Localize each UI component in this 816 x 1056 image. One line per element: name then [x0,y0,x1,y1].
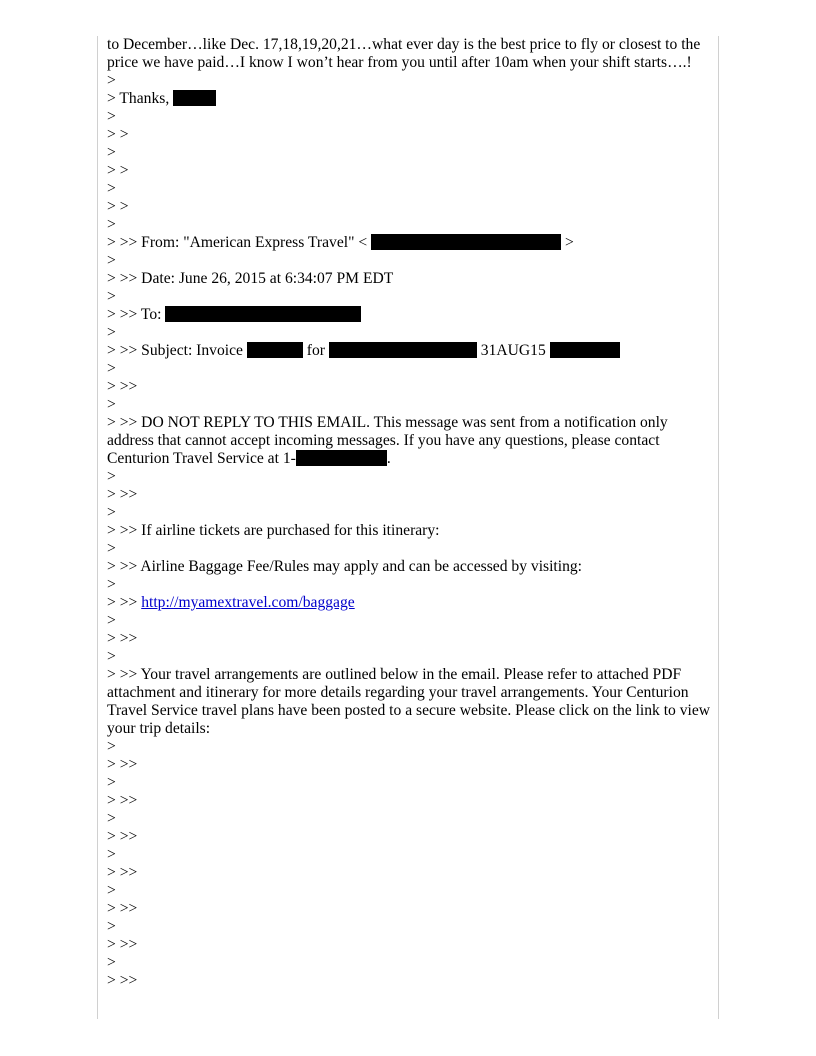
quote-line: > [107,144,116,161]
quote-line: > [107,216,116,233]
quote-line: > [107,954,116,971]
left-margin-rule [97,36,98,1019]
link-prefix: > >> [107,594,138,611]
quote-line: > > [107,162,129,179]
quote-line: > [107,252,116,269]
quote-line: > [107,360,116,377]
quote-line: > >> [107,864,138,881]
right-margin-rule [718,36,719,1019]
redaction-box [371,234,561,250]
quote-line: > >> [107,900,138,917]
from-header-line [107,234,711,252]
quote-line: > [107,738,116,755]
quote-line: > >> [107,936,138,953]
quote-line: > [107,468,116,485]
subject-label: > >> Subject: Invoice [107,342,243,359]
from-close: > [564,234,574,251]
quote-line: > [107,576,116,593]
quote-line: > >> [107,828,138,845]
quote-line: > >> [107,486,138,503]
redaction-box [165,306,361,322]
date-header-line: > >> Date: June 26, 2015 at 6:34:07 PM EDT [107,270,394,287]
quote-line: > [107,540,116,557]
redaction-box [296,450,387,466]
quote-line: > [107,918,116,935]
intro-paragraph: to December…like Dec. 17,18,19,20,21…what ever day is the best price to fly or closest to the price we have paid…I know I won’t hear from you until after 10am when your shift starts….! [107,36,701,71]
subject-date: 31AUG15 [480,342,546,359]
thanks-line [107,90,711,108]
quote-line: > [107,648,116,665]
subject-for: for [306,342,325,359]
subject-header-line [107,342,711,360]
quote-line: > [107,774,116,791]
trailing-quote-lines [107,738,711,990]
quote-line: > [107,612,116,629]
airline-line: > >> If airline tickets are purchased for this itinerary: [107,522,440,539]
quote-line: > [107,810,116,827]
quote-line: > > [107,198,129,215]
email-body [107,36,711,990]
to-header-line [107,306,711,324]
redaction-box [173,90,216,106]
baggage-line: > >> Airline Baggage Fee/Rules may apply and can be accessed by visiting: [107,558,583,575]
quote-line: > >> [107,630,138,647]
thanks-text: > Thanks, [107,90,170,107]
notice-paragraph [107,414,711,468]
notice-end: . [386,450,391,467]
quote-line: > [107,504,116,521]
quote-line: > [107,846,116,863]
quote-line: > >> [107,972,138,989]
to-label: > >> To: [107,306,162,323]
quote-line: > >> [107,378,138,395]
quote-line: > > [107,126,129,143]
redaction-box [247,342,303,358]
quote-line: > [107,180,116,197]
quote-line: > [107,324,116,341]
quote-line: > >> [107,792,138,809]
quote-line: > [107,882,116,899]
quote-line: > [107,396,116,413]
redaction-box [550,342,620,358]
notice-text: > >> DO NOT REPLY TO THIS EMAIL. This message was sent from a notification only address that cannot accept incoming messages. If you have any questions, please contact Centurion Travel Service at 1- [107,414,668,467]
from-label: > >> From: "American Express Travel" < [107,234,368,251]
baggage-link-line [107,594,711,612]
arrangements-paragraph: > >> Your travel arrangements are outlined below in the email. Please refer to attached PDF attachment and itinerary for more details regarding your travel arrangements. Your Centurion Travel Service travel plans have been posted to a secure website. Please click on the link to view your trip details: [107,666,711,737]
quote-line: > [107,288,116,305]
quote-line: > [107,72,116,89]
baggage-link[interactable]: http://myamextravel.com/baggage [141,594,355,611]
quote-line: > >> [107,756,138,773]
quote-line: > [107,108,116,125]
redaction-box [329,342,477,358]
